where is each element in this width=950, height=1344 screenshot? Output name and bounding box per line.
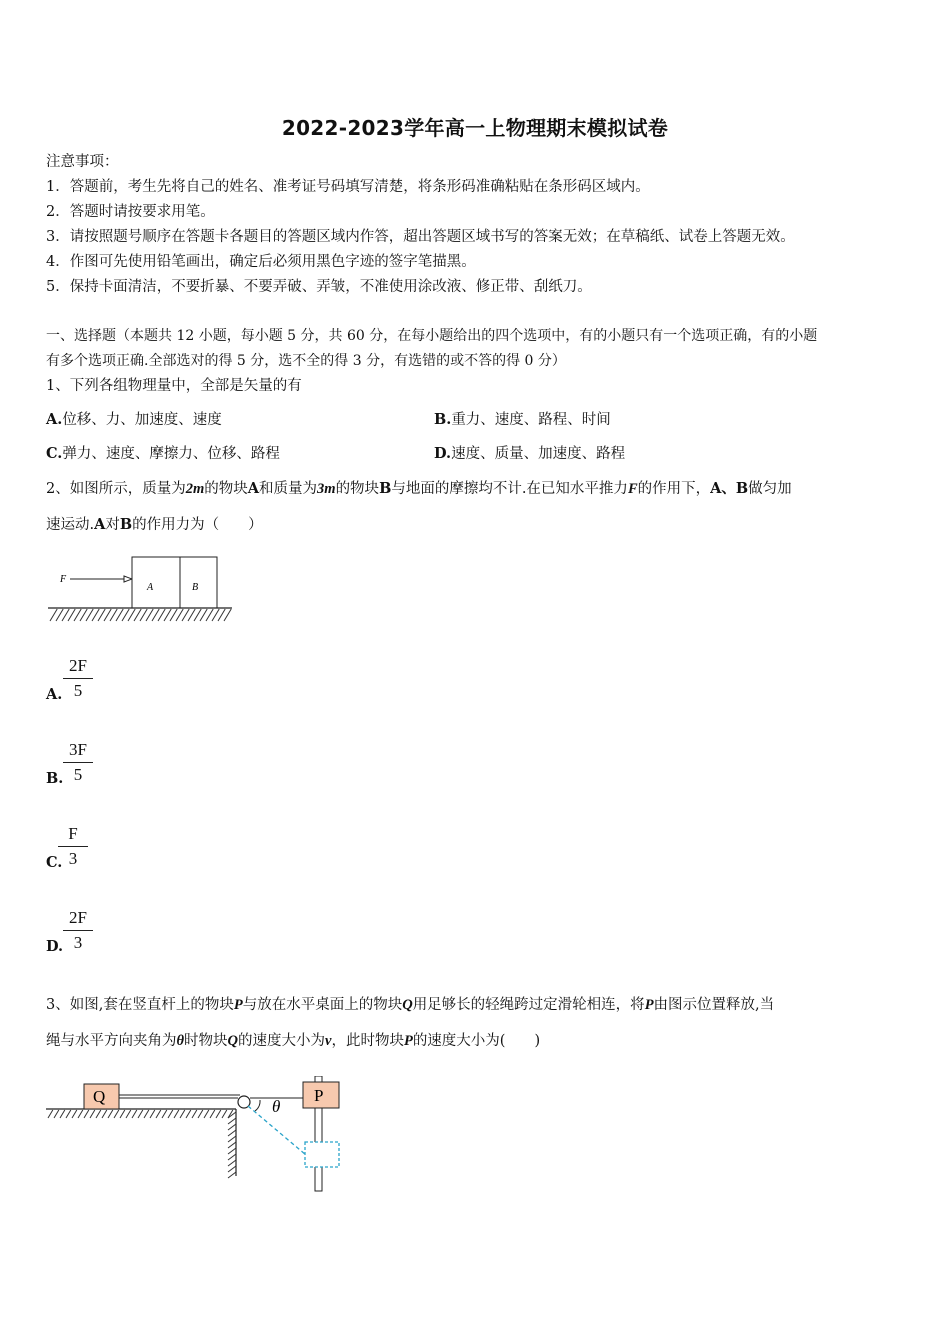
q2-stem-line2 bbox=[46, 512, 263, 538]
q2-option-b-fraction bbox=[63, 740, 93, 785]
q3-figure bbox=[44, 1076, 354, 1196]
hatch-line bbox=[228, 1166, 236, 1172]
hatch-line bbox=[122, 609, 129, 621]
text: 与地面的摩擦均不计.在已知水平推力 bbox=[391, 481, 628, 497]
hatch-line bbox=[192, 1110, 197, 1118]
label-a: A bbox=[94, 516, 106, 533]
text: 与放在水平桌面上的物块 bbox=[242, 997, 403, 1013]
hatch-line bbox=[84, 1110, 89, 1118]
text: 做匀加 bbox=[748, 481, 792, 497]
hatch-line bbox=[150, 1110, 155, 1118]
hatch-line bbox=[152, 609, 159, 621]
hatch-line bbox=[212, 609, 219, 621]
hatch-line bbox=[176, 609, 183, 621]
hatch-line bbox=[228, 1148, 236, 1154]
label-b: B bbox=[119, 516, 133, 533]
hatch-line bbox=[72, 1110, 77, 1118]
q2-option-a-fraction bbox=[63, 656, 93, 701]
hatch-line bbox=[116, 609, 123, 621]
hatch-line bbox=[228, 1136, 236, 1142]
numerator: 2F bbox=[63, 908, 93, 931]
hatch-line bbox=[222, 1110, 227, 1118]
label-b: B bbox=[379, 480, 392, 497]
hatch-line bbox=[102, 1110, 107, 1118]
hatch-line bbox=[144, 1110, 149, 1118]
hatch-line bbox=[188, 609, 195, 621]
hatch-line bbox=[218, 609, 225, 621]
option-label: C. bbox=[46, 445, 63, 462]
hatch-line bbox=[92, 609, 99, 621]
q1-option-d bbox=[434, 441, 625, 467]
hatch-line bbox=[210, 1110, 215, 1118]
text: 的速度大小为 bbox=[238, 1033, 326, 1049]
mass-3m: 3m bbox=[317, 481, 336, 497]
q2-option-c-fraction bbox=[58, 824, 88, 869]
hatch-line bbox=[228, 1118, 236, 1124]
force-label: F bbox=[60, 574, 67, 585]
hatch-line bbox=[120, 1110, 125, 1118]
hatch-line bbox=[228, 1172, 236, 1178]
hatch-line bbox=[168, 1110, 173, 1118]
hatch-line bbox=[206, 609, 213, 621]
option-label: D. bbox=[46, 938, 64, 955]
text: 绳与水平方向夹角为 bbox=[46, 1033, 177, 1049]
option-label: D. bbox=[434, 445, 452, 462]
text: 3、如图,套在竖直杆上的物块 bbox=[46, 997, 234, 1013]
hatch-line bbox=[98, 609, 105, 621]
q1-stem: 1、下列各组物理量中，全部是矢量的有 bbox=[46, 378, 302, 394]
hatch-line bbox=[186, 1110, 191, 1118]
q2-figure bbox=[46, 552, 236, 630]
option-text: 重力、速度、路程、时间 bbox=[451, 412, 611, 428]
table-edge-hatching bbox=[228, 1112, 236, 1178]
notice-item-3: 3．请按照题号顺序在答题卡各题目的答题区域内作答，超出答题区域书写的答案无效；在草稿纸、试卷上答题无效。 bbox=[46, 229, 795, 245]
hatch-line bbox=[194, 609, 201, 621]
option-text: 位移、力、加速度、速度 bbox=[62, 412, 222, 428]
hatch-line bbox=[128, 609, 135, 621]
text: 时物块 bbox=[184, 1033, 228, 1049]
numerator: 2F bbox=[63, 656, 93, 679]
hatch-line bbox=[80, 609, 87, 621]
hatch-line bbox=[114, 1110, 119, 1118]
force-arrow-head bbox=[124, 576, 132, 582]
notice-item-5: 5．保持卡面清洁，不要折暴、不要弄破、弄皱，不准使用涂改液、修正带、刮纸刀。 bbox=[46, 279, 592, 295]
text: 用足够长的轻绳跨过定滑轮相连，将 bbox=[412, 997, 645, 1013]
hatch-line bbox=[96, 1110, 101, 1118]
var-p: P bbox=[644, 997, 654, 1013]
text: 和质量为 bbox=[259, 481, 318, 497]
hatch-line bbox=[66, 1110, 71, 1118]
hatch-line bbox=[86, 609, 93, 621]
option-label: A. bbox=[46, 686, 63, 703]
hatch-line bbox=[156, 1110, 161, 1118]
option-label: C. bbox=[46, 854, 63, 871]
page-title: 2022-2023学年高一上物理期末模拟试卷 bbox=[281, 116, 669, 140]
hatch-line bbox=[162, 1110, 167, 1118]
var-p: P bbox=[403, 1033, 413, 1049]
notice-heading: 注意事项： bbox=[46, 154, 119, 170]
numerator: F bbox=[58, 824, 88, 847]
hatch-line bbox=[68, 609, 75, 621]
q2-stem-line1 bbox=[46, 476, 792, 502]
hatch-line bbox=[50, 609, 57, 621]
hatch-line bbox=[228, 1130, 236, 1136]
text: 的物块 bbox=[204, 481, 248, 497]
denominator: 3 bbox=[73, 933, 83, 952]
q1-option-a bbox=[46, 407, 222, 433]
q2-option-a-label bbox=[46, 684, 62, 703]
hatch-line bbox=[182, 609, 189, 621]
hatch-line bbox=[108, 1110, 113, 1118]
ground-hatching bbox=[50, 609, 231, 621]
option-label: B. bbox=[46, 770, 64, 787]
var-v: v bbox=[325, 1033, 332, 1049]
block-p-later-position bbox=[305, 1142, 339, 1167]
hatch-line bbox=[56, 609, 63, 621]
notice-item-4: 4．作图可先使用铅笔画出，确定后必须用黑色字迹的签字笔描黑。 bbox=[46, 254, 476, 270]
hatch-line bbox=[228, 1112, 236, 1118]
hatch-line bbox=[170, 609, 177, 621]
q3-stem-line2 bbox=[46, 1029, 540, 1054]
label-ab: A、B bbox=[710, 480, 749, 497]
denominator: 3 bbox=[68, 849, 78, 868]
notice-item-1: 1．答题前，考生先将自己的姓名、准考证号码填写清楚，将条形码准确粘贴在条形码区域内。 bbox=[46, 179, 650, 195]
angle-label: θ bbox=[272, 1097, 281, 1116]
angle-arc bbox=[255, 1100, 260, 1111]
block-a bbox=[132, 557, 180, 608]
text: 的速度大小为( ) bbox=[412, 1033, 541, 1049]
hatch-line bbox=[200, 609, 207, 621]
hatch-line bbox=[78, 1110, 83, 1118]
table-hatching bbox=[48, 1110, 233, 1118]
hatch-line bbox=[204, 1110, 209, 1118]
force-f: F bbox=[627, 481, 638, 497]
section-heading-line1: 一、选择题（本题共 12 小题，每小题 5 分，共 60 分，在每小题给出的四个选项中，有的小题只有一个选项正确，有的小题 bbox=[46, 328, 818, 344]
var-theta: θ bbox=[176, 1033, 185, 1049]
hatch-line bbox=[110, 609, 117, 621]
block-b bbox=[180, 557, 217, 608]
section-heading-line2: 有多个选项正确.全部选对的得 5 分，选不全的得 3 分，有选错的或不答的得 0 分） bbox=[46, 353, 566, 369]
option-text: 速度、质量、加速度、路程 bbox=[451, 446, 626, 462]
option-text: 弹力、速度、摩擦力、位移、路程 bbox=[62, 446, 280, 462]
text: 由图示位置释放,当 bbox=[653, 997, 775, 1013]
q2-option-b-label bbox=[46, 768, 63, 787]
hatch-line bbox=[228, 1154, 236, 1160]
text: 2、如图所示，质量为 bbox=[46, 481, 186, 497]
text: 的作用力为（ ） bbox=[132, 517, 263, 533]
label-a: A bbox=[247, 480, 260, 497]
notice-item-2: 2．答题时请按要求用笔。 bbox=[46, 204, 215, 220]
option-label: A. bbox=[46, 411, 63, 428]
hatch-line bbox=[180, 1110, 185, 1118]
denominator: 5 bbox=[73, 765, 83, 784]
option-label: B. bbox=[434, 411, 452, 428]
hatch-line bbox=[74, 609, 81, 621]
hatch-line bbox=[104, 609, 111, 621]
hatch-line bbox=[198, 1110, 203, 1118]
hatch-line bbox=[140, 609, 147, 621]
hatch-line bbox=[54, 1110, 59, 1118]
text: 的物块 bbox=[335, 481, 380, 497]
hatch-line bbox=[134, 609, 141, 621]
denominator: 5 bbox=[73, 681, 83, 700]
q1-option-c bbox=[46, 441, 280, 467]
block-q-label: Q bbox=[93, 1087, 106, 1106]
q2-option-d-fraction bbox=[63, 908, 93, 953]
text: 速运动. bbox=[46, 517, 95, 533]
q2-option-d-label bbox=[46, 936, 63, 955]
block-b-label: B bbox=[192, 582, 199, 593]
hatch-line bbox=[138, 1110, 143, 1118]
hatch-line bbox=[164, 609, 171, 621]
hatch-line bbox=[146, 609, 153, 621]
block-p-label: P bbox=[314, 1086, 324, 1105]
text: 对 bbox=[105, 517, 120, 533]
hatch-line bbox=[60, 1110, 65, 1118]
hatch-line bbox=[228, 1160, 236, 1166]
hatch-line bbox=[228, 1124, 236, 1130]
hatch-line bbox=[126, 1110, 131, 1118]
hatch-line bbox=[90, 1110, 95, 1118]
hatch-line bbox=[132, 1110, 137, 1118]
mass-2m: 2m bbox=[185, 481, 205, 497]
var-q: Q bbox=[402, 997, 413, 1013]
numerator: 3F bbox=[63, 740, 93, 763]
var-p: P bbox=[233, 997, 243, 1013]
q3-stem-line1 bbox=[46, 993, 774, 1018]
hatch-line bbox=[48, 1110, 53, 1118]
hatch-line bbox=[62, 609, 69, 621]
block-a-label: A bbox=[147, 582, 154, 593]
hatch-line bbox=[224, 609, 231, 621]
hatch-line bbox=[216, 1110, 221, 1118]
hatch-line bbox=[174, 1110, 179, 1118]
q1-option-b bbox=[434, 407, 611, 433]
hatch-line bbox=[158, 609, 165, 621]
var-q: Q bbox=[227, 1033, 239, 1049]
hatch-line bbox=[228, 1142, 236, 1148]
text: ，此时物块 bbox=[331, 1033, 404, 1049]
text: 的作用下， bbox=[637, 481, 711, 497]
